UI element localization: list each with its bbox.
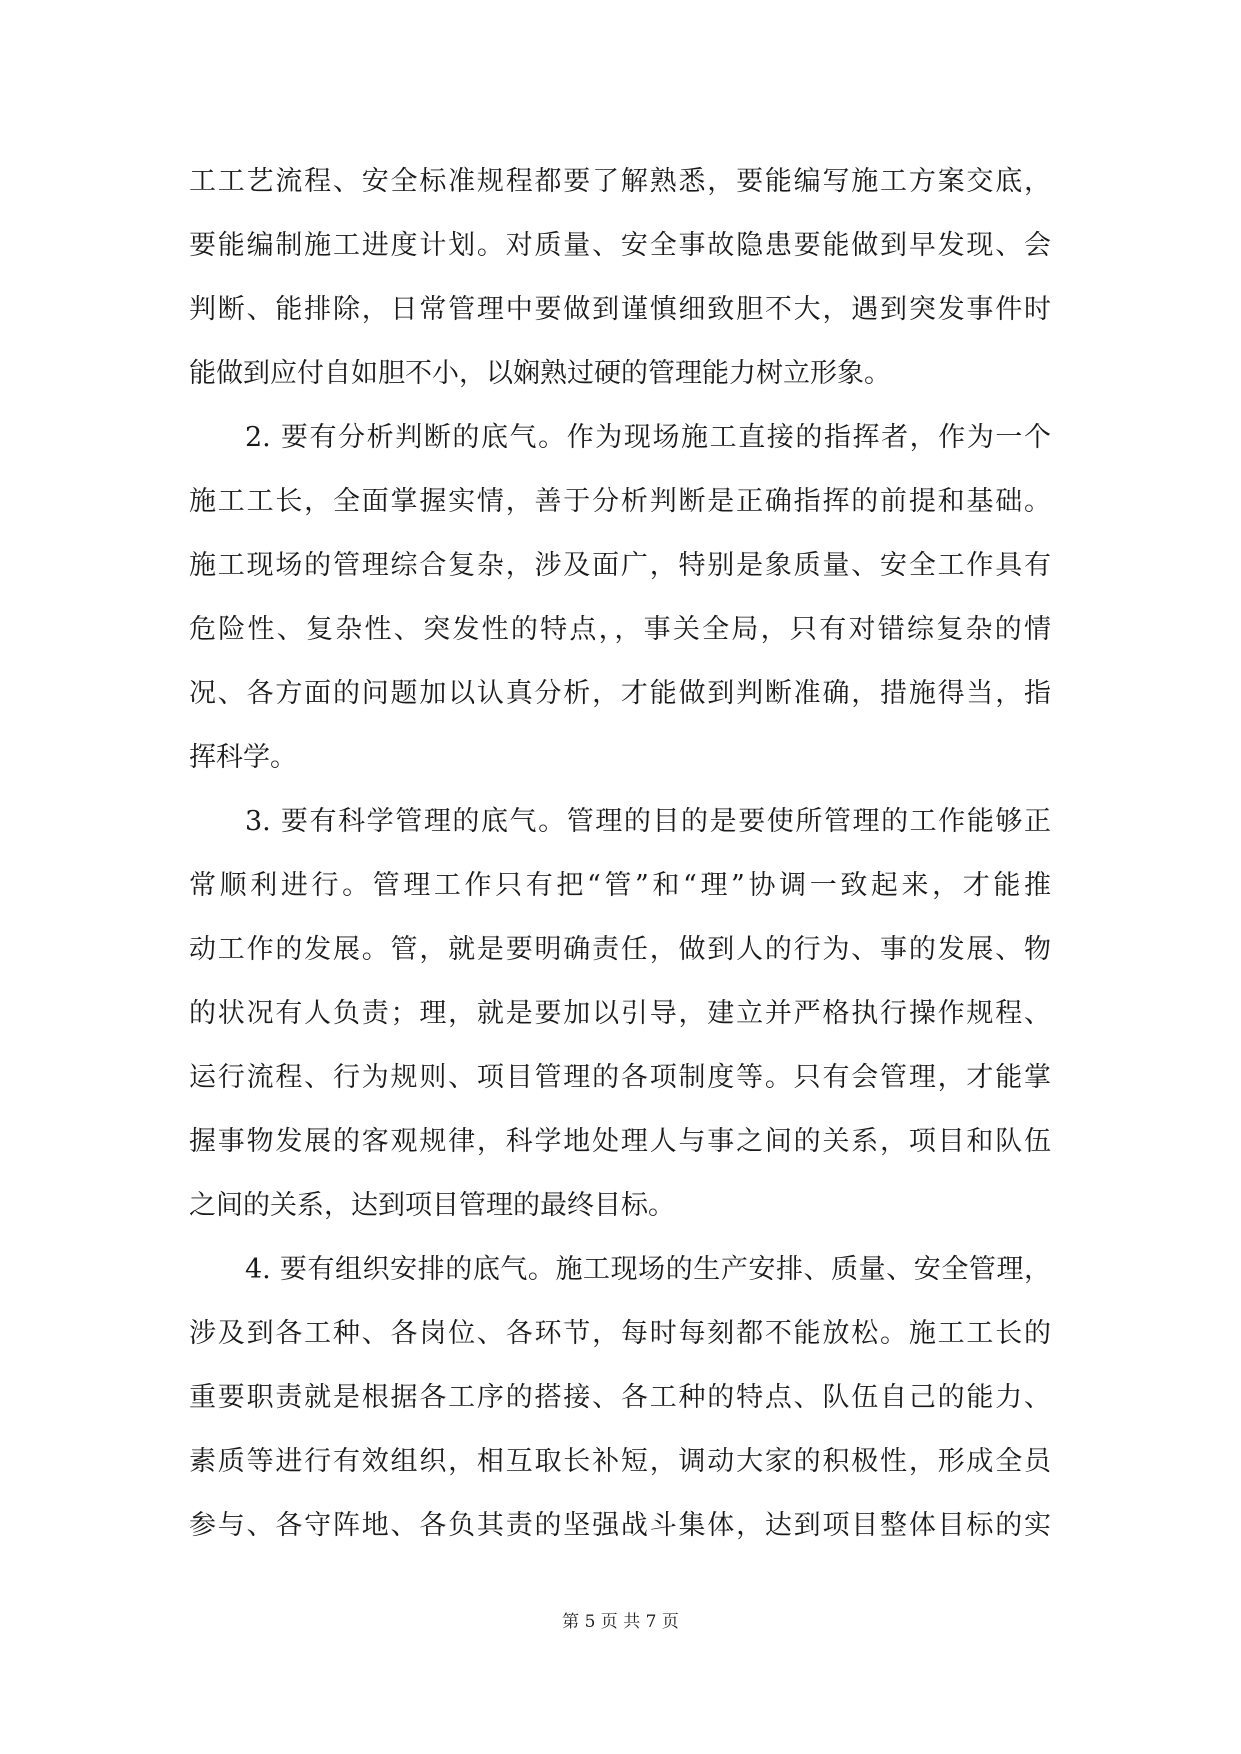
text-line: 动工作的发展。管，就是要明确责任，做到人的行为、事的发展、物 <box>189 934 1051 965</box>
text-line: 3. 要有科学管理的底气。管理的目的是要使所管理的工作能够正 <box>245 806 1051 837</box>
text-line: 常顺利进行。管理工作只有把“管”和“理”协调一致起来，才能推 <box>189 870 1051 901</box>
text-line: 涉及到各工种、各岗位、各环节，每时每刻都不能放松。施工工长的 <box>189 1318 1051 1349</box>
text-line: 参与、各守阵地、各负其责的坚强战斗集体，达到项目整体目标的实 <box>189 1510 1051 1541</box>
text-line: 施工工长，全面掌握实情，善于分析判断是正确指挥的前提和基础。 <box>189 486 1051 517</box>
text-line: 况、各方面的问题加以认真分析，才能做到判断准确，措施得当，指 <box>189 678 1051 709</box>
paragraph <box>189 150 1051 406</box>
text-line: 的状况有人负责；理，就是要加以引导，建立并严格执行操作规程、 <box>189 998 1051 1029</box>
paragraph <box>189 406 1051 790</box>
text-line: 危险性、复杂性、突发性的特点，，事关全局，只有对错综复杂的情 <box>189 614 1051 645</box>
text-line: 素质等进行有效组织，相互取长补短，调动大家的积极性，形成全员 <box>189 1446 1051 1477</box>
text-line: 施工现场的管理综合复杂，涉及面广，特别是象质量、安全工作具有 <box>189 550 1051 581</box>
paragraph <box>189 1238 1051 1558</box>
text-line: 2. 要有分析判断的底气。作为现场施工直接的指挥者，作为一个 <box>245 422 1051 453</box>
text-line: 之间的关系，达到项目管理的最终目标。 <box>189 1190 675 1221</box>
text-line: 要能编制施工进度计划。对质量、安全事故隐患要能做到早发现、会 <box>189 230 1051 261</box>
text-line: 4. 要有组织安排的底气。施工现场的生产安排、质量、安全管理， <box>245 1254 1051 1285</box>
text-line: 能做到应付自如胆不小，以娴熟过硬的管理能力树立形象。 <box>189 358 891 389</box>
text-line: 判断、能排除，日常管理中要做到谨慎细致胆不大，遇到突发事件时 <box>189 294 1051 325</box>
document-body <box>189 150 1051 1558</box>
text-line: 挥科学。 <box>189 742 297 773</box>
text-line: 运行流程、行为规则、项目管理的各项制度等。只有会管理，才能掌 <box>189 1062 1051 1093</box>
text-line: 重要职责就是根据各工序的搭接、各工种的特点、队伍自己的能力、 <box>189 1382 1051 1413</box>
text-line: 握事物发展的客观规律，科学地处理人与事之间的关系，项目和队伍 <box>189 1126 1051 1157</box>
text-line: 工工艺流程、安全标准规程都要了解熟悉，要能编写施工方案交底， <box>189 166 1051 197</box>
page-number-footer: 第 5 页 共 7 页 <box>562 1612 679 1632</box>
paragraph <box>189 790 1051 1238</box>
